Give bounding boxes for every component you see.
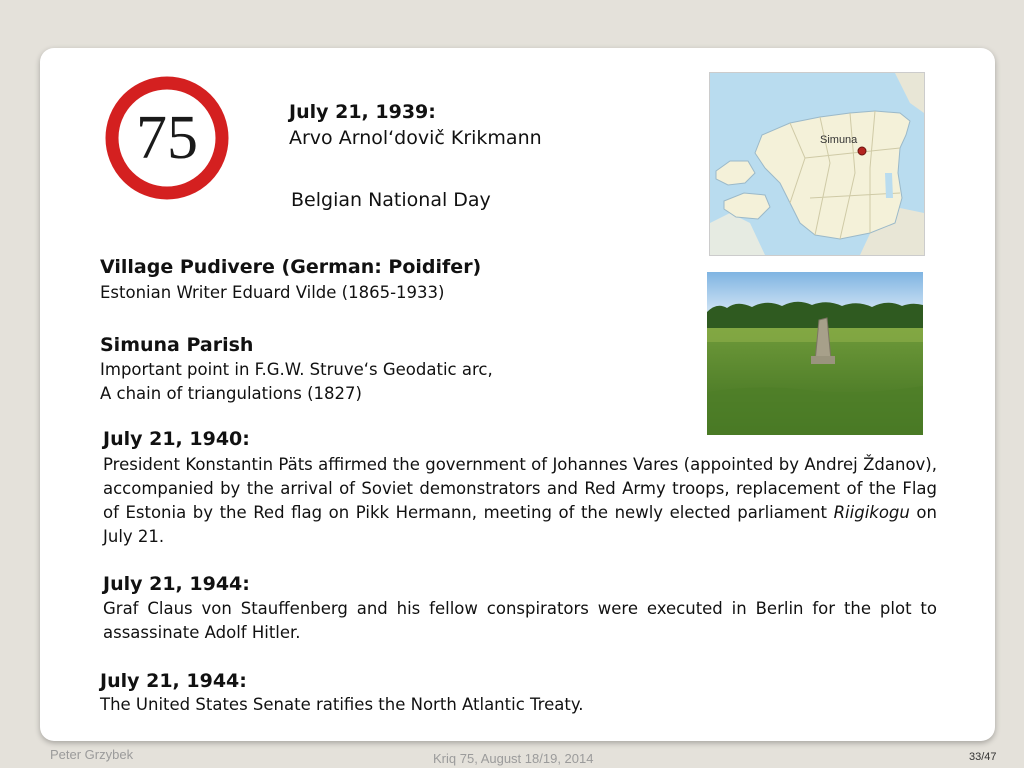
footer-author: Peter Grzybek (50, 747, 134, 762)
parish-title: Simuna Parish (100, 334, 254, 356)
map-label: Simuna (820, 134, 858, 146)
parish-line-1: Important point in F.G.W. Struve‘s Geodatic arc, (100, 360, 493, 379)
estonia-map-image (709, 72, 925, 256)
riigikogu-italic: Riigikogu (833, 503, 910, 522)
sign-number: 75 (136, 104, 198, 172)
event-1940-text: President Konstantin Päts affirmed the government of Johannes Vares (appointed by Andrej Ždanov), accompanied by the arrival of Soviet demonstrators and Red Army troops, replacement of the Flag of Estonia by the Red flag on Pikk Hermann, meeting of the newly elected parliament Riigikogu on July 21. (103, 455, 937, 546)
village-line: Estonian Writer Eduard Vilde (1865-1933) (100, 283, 445, 302)
event-1944-text: Graf Claus von Stauffenberg and his fellow conspirators were executed in Berlin for the plot to assassinate Adolf Hitler. (103, 599, 937, 642)
event-1944b-text: The United States Senate ratifies the North Atlantic Treaty. (100, 695, 584, 714)
header-date: July 21, 1939: (289, 101, 436, 123)
village-title: Village Pudivere (German: Poidifer) (100, 256, 482, 278)
footer-event: Kriq 75, August 18/19, 2014 (433, 751, 594, 766)
header-holiday: Belgian National Day (291, 189, 491, 211)
event-1944-date: July 21, 1944: (103, 573, 250, 595)
parish-line-2: A chain of triangulations (1827) (100, 384, 362, 403)
header-person: Arvo Arnol‘dovič Krikmann (289, 127, 542, 149)
event-1940-date: July 21, 1940: (103, 428, 250, 450)
event-1944b-date: July 21, 1944: (100, 670, 247, 692)
field-monument-photo (707, 272, 923, 435)
speed-sign-75-icon (105, 76, 229, 200)
page-number: 33/47 (969, 751, 997, 763)
